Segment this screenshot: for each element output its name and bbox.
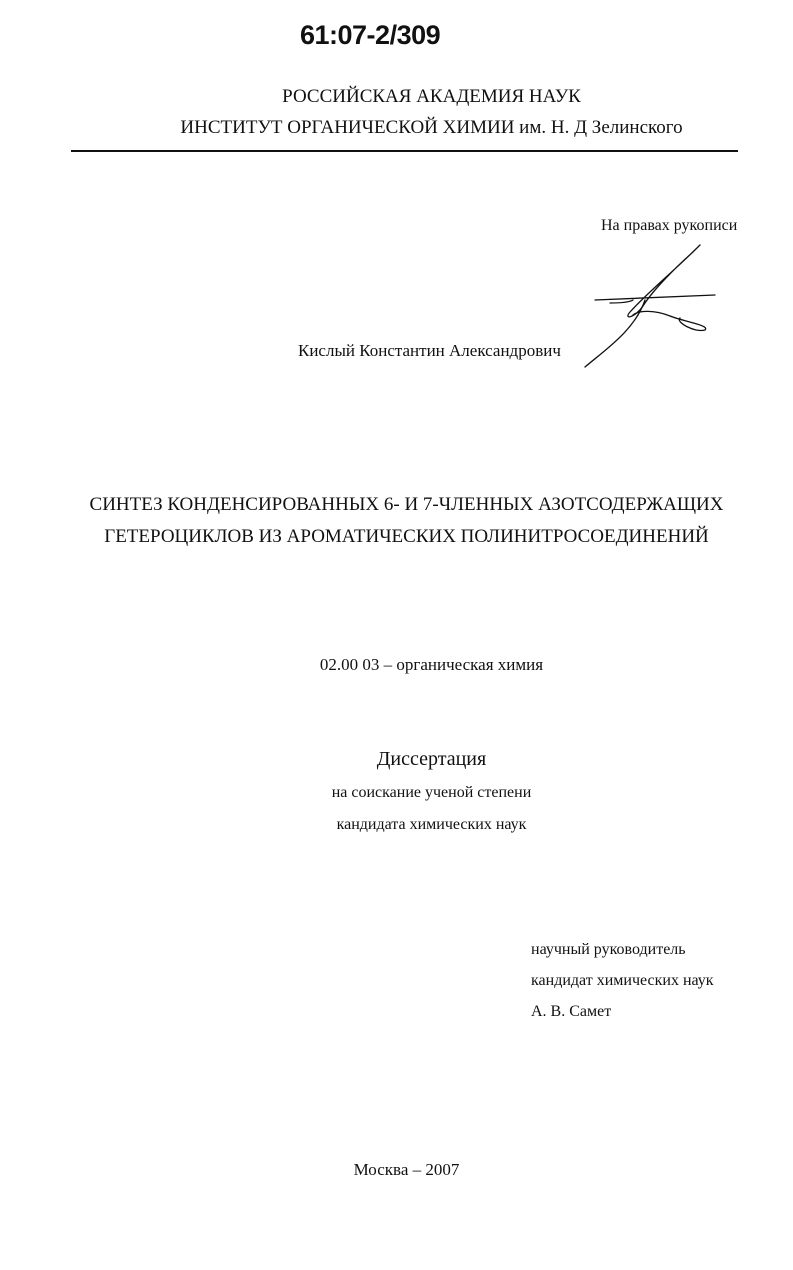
thesis-title-line-1: СИНТЕЗ КОНДЕНСИРОВАННЫХ 6- И 7-ЧЛЕННЫХ АЗОТСОДЕРЖАЩИХ xyxy=(89,494,724,515)
academy-name: РОССИЙСКАЯ АКАДЕМИЯ НАУК xyxy=(282,86,581,107)
specialty-code: 02.00 03 – органическая химия xyxy=(319,655,544,674)
author-name: Кислый Константин Александрович xyxy=(298,341,561,360)
supervisor-role: научный руководитель xyxy=(531,941,686,958)
institute-name: ИНСТИТУТ ОРГАНИЧЕСКОЙ ХИМИИ им. Н. Д Зелинского xyxy=(180,117,683,138)
handwritten-signature xyxy=(575,240,725,370)
supervisor-degree: кандидат химических наук xyxy=(531,972,714,989)
supervisor-name: А. В. Самет xyxy=(531,1003,612,1020)
degree-line-2: кандидата химических наук xyxy=(336,816,527,833)
header-divider xyxy=(71,150,738,152)
work-type: Диссертация xyxy=(376,748,487,770)
manuscript-note: На правах рукописи xyxy=(601,217,738,234)
city-year: Москва – 2007 xyxy=(353,1160,460,1179)
degree-line-1: на соискание ученой степени xyxy=(331,784,532,801)
catalog-number: 61:07-2/309 xyxy=(300,20,441,50)
thesis-title-line-2: ГЕТЕРОЦИКЛОВ ИЗ АРОМАТИЧЕСКИХ ПОЛИНИТРОСОЕДИНЕНИЙ xyxy=(104,526,709,547)
